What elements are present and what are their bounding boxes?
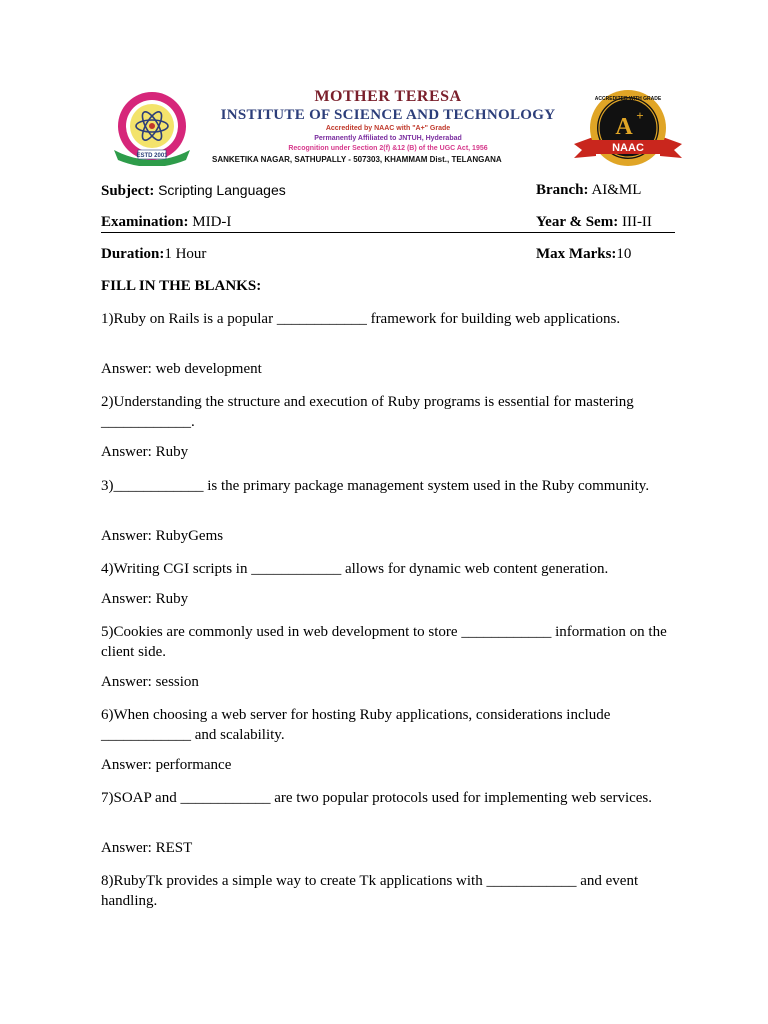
- answer-5: Answer: session: [101, 674, 199, 690]
- question-1: [101, 309, 681, 329]
- yearsem-field: [536, 214, 652, 231]
- answer-2: Answer: Ruby: [101, 444, 189, 460]
- recognition-line: Recognition under Section 2(f) &12 (B) of the UGC Act, 1956: [288, 145, 488, 152]
- answer-7: Answer: REST: [101, 840, 193, 856]
- question-text: 5)Cookies are commonly used in web development to store ____________ information on the client side.: [101, 624, 667, 660]
- answer-4: Answer: Ruby: [101, 591, 189, 607]
- institute-title-block: [208, 86, 568, 154]
- subject-field: [101, 182, 286, 200]
- accreditation-line: Accredited by NAAC with "A+" Grade: [325, 125, 451, 132]
- naac-label-text: NAAC: [612, 142, 644, 154]
- exam-label: Examination:: [101, 214, 189, 230]
- letterhead: [100, 86, 686, 172]
- question-text: 8)RubyTk provides a simple way to create Tk applications with ____________ and event handling.: [101, 873, 639, 909]
- question-3: [101, 476, 681, 496]
- question-text: 1)Ruby on Rails is a popular ____________ framework for building web applications.: [101, 311, 621, 327]
- question-text: 3)____________ is the primary package management system used in the Ruby community.: [101, 478, 650, 494]
- question-text: 4)Writing CGI scripts in ____________ allows for dynamic web content generation.: [101, 561, 609, 577]
- question-4: [101, 559, 681, 579]
- duration-field: [101, 246, 206, 263]
- affiliation-line: Permanently Affiliated to JNTUH, Hyderabad: [314, 135, 462, 142]
- marks-value: 10: [616, 246, 632, 262]
- naac-grade-plus: +: [636, 108, 644, 123]
- exam-value: MID-I: [192, 214, 232, 230]
- question-6: [101, 705, 681, 745]
- yearsem-label: Year & Sem:: [536, 214, 619, 230]
- yearsem-value: III-II: [621, 214, 652, 230]
- institute-seal-logo: [104, 90, 200, 166]
- institute-name-line2: INSTITUTE OF SCIENCE AND TECHNOLOGY: [220, 107, 556, 123]
- answer-1: Answer: web development: [101, 361, 262, 377]
- subject-value: Scripting Languages: [158, 182, 286, 198]
- header-divider: [101, 232, 675, 233]
- marks-label: Max Marks:: [536, 246, 617, 262]
- section-title: FILL IN THE BLANKS:: [101, 278, 262, 294]
- naac-badge-logo: [570, 86, 686, 172]
- subject-label: Subject:: [101, 183, 155, 199]
- question-text: 6)When choosing a web server for hosting Ruby applications, considerations include ____________ and scalability.: [101, 707, 611, 743]
- answer-6: Answer: performance: [101, 757, 232, 773]
- branch-value: AI&ML: [591, 182, 642, 198]
- institute-name-line1: MOTHER TERESA: [314, 88, 462, 105]
- institute-address: SANKETIKA NAGAR, SATHUPALLY - 507303, KHAMMAM Dist., TELANGANA: [212, 155, 502, 164]
- naac-grade-text: A: [615, 114, 633, 140]
- branch-field: [536, 182, 641, 199]
- naac-ribbon-text: ACCREDITED WITH GRADE: [594, 96, 662, 102]
- question-2: [101, 392, 681, 432]
- question-7: [101, 788, 681, 808]
- marks-field: [536, 246, 631, 263]
- question-5: [101, 622, 681, 662]
- question-text: 7)SOAP and ____________ are two popular protocols used for implementing web services.: [101, 790, 653, 806]
- answer-3: Answer: RubyGems: [101, 528, 224, 544]
- exam-field: [101, 214, 231, 231]
- duration-value: 1 Hour: [164, 246, 207, 262]
- seal-estd-text: ESTD 2001: [136, 153, 168, 159]
- branch-label: Branch:: [536, 182, 589, 198]
- question-text: 2)Understanding the structure and execution of Ruby programs is essential for mastering ____________.: [101, 394, 634, 430]
- duration-label: Duration:: [101, 246, 165, 262]
- question-8: [101, 871, 681, 911]
